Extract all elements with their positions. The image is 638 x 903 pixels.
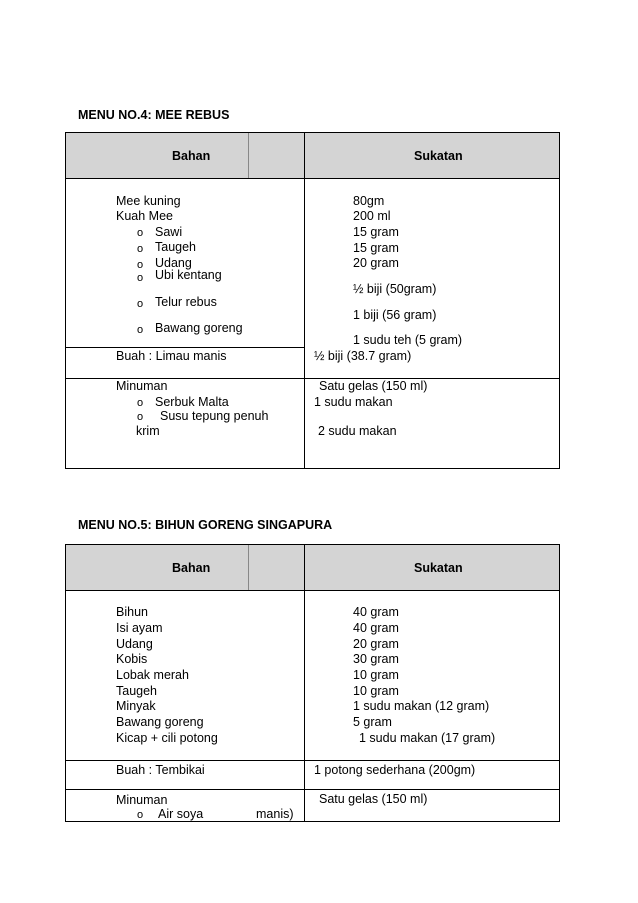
menu5-item-name: Udang [116, 637, 153, 651]
row-divider [66, 760, 559, 761]
column-divider [304, 545, 305, 821]
menu4-minuman-item-qty: 1 sudu makan [314, 395, 393, 409]
menu5-item-name: Kobis [116, 652, 148, 666]
menu4-item-qty: ½ biji (50gram) [353, 282, 437, 296]
menu5-header-sukatan: Sukatan [414, 561, 463, 575]
menu5-item-name: Bihun [116, 605, 148, 619]
menu4-item-qty: 15 gram [353, 241, 399, 255]
bullet-icon: o [137, 324, 144, 336]
menu4-item-name: Mee kuning [116, 194, 181, 208]
menu4-header-sukatan: Sukatan [414, 149, 463, 163]
menu4-minuman-qty: Satu gelas (150 ml) [319, 379, 428, 393]
menu5-item-qty: 40 gram [353, 605, 399, 619]
menu4-header-bahan: Bahan [172, 149, 211, 163]
menu5-item-name: Kicap + cili potong [116, 731, 218, 745]
row-divider [66, 789, 559, 790]
menu4-minuman-item-name: Serbuk Malta [155, 395, 229, 409]
menu4-item-qty: 200 ml [353, 209, 391, 223]
menu4-item-name: Ubi kentang [155, 268, 222, 282]
menu5-item-qty: 1 sudu makan (17 gram) [359, 731, 496, 745]
menu5-header-bahan: Bahan [172, 561, 211, 575]
menu4-item-qty: 1 sudu teh (5 gram) [353, 333, 463, 347]
menu4-item-name: Kuah Mee [116, 209, 173, 223]
menu4-item-qty: 1 biji (56 gram) [353, 308, 437, 322]
menu5-item-qty: 10 gram [353, 668, 399, 682]
menu5-minuman-qty: Satu gelas (150 ml) [319, 792, 428, 806]
menu5-item-name: Minyak [116, 699, 156, 713]
menu4-item-qty: 80gm [353, 194, 385, 208]
menu4-buah-name: Buah : Limau manis [116, 349, 227, 363]
menu4-minuman-item-qty: 2 sudu makan [318, 424, 397, 438]
menu4-item-name: Udang [155, 256, 192, 270]
menu4-item-name: Telur rebus [155, 295, 217, 309]
bullet-icon: o [137, 227, 144, 239]
header-divider [248, 133, 249, 178]
menu5-table [65, 544, 560, 822]
menu5-item-qty: 40 gram [353, 621, 399, 635]
menu5-title: MENU NO.5: BIHUN GORENG SINGAPURA [78, 518, 333, 532]
menu5-item-name: Lobak merah [116, 668, 189, 682]
menu5-buah-name: Buah : Tembikai [116, 763, 205, 777]
bullet-icon: o [137, 272, 144, 284]
menu5-table-header [66, 545, 559, 591]
bullet-icon: o [137, 243, 144, 255]
menu5-item-name: Isi ayam [116, 621, 163, 635]
menu4-title: MENU NO.4: MEE REBUS [78, 108, 230, 122]
menu4-item-name: Sawi [155, 225, 183, 239]
column-divider [304, 133, 305, 468]
menu4-item-name: Taugeh [155, 240, 197, 254]
menu5-minuman-item-name: Air soya [158, 807, 204, 821]
menu4-item-qty: 20 gram [353, 256, 399, 270]
menu5-item-qty: 10 gram [353, 684, 399, 698]
menu4-minuman-item-name: Susu tepung penuh [160, 409, 269, 423]
bullet-icon: o [137, 259, 144, 271]
menu5-item-qty: 1 sudu makan (12 gram) [353, 699, 490, 713]
menu4-buah-qty: ½ biji (38.7 gram) [314, 349, 412, 363]
bullet-icon: o [137, 298, 144, 310]
bullet-icon: o [137, 397, 144, 409]
menu5-minuman-label: Minuman [116, 793, 168, 807]
menu5-item-name: Taugeh [116, 684, 158, 698]
bullet-icon: o [137, 809, 144, 821]
menu5-item-qty: 30 gram [353, 652, 399, 666]
bullet-icon: o [137, 411, 144, 423]
menu4-minuman-label: Minuman [116, 379, 168, 393]
menu4-item-name: Bawang goreng [155, 321, 243, 335]
menu4-table-header [66, 133, 559, 179]
menu5-minuman-item-extra: manis) [256, 807, 294, 821]
header-divider [248, 545, 249, 590]
menu5-buah-qty: 1 potong sederhana (200gm) [314, 763, 476, 777]
menu5-item-name: Bawang goreng [116, 715, 204, 729]
menu4-minuman-item-name-cont: krim [136, 424, 160, 438]
menu5-item-qty: 5 gram [353, 715, 392, 729]
menu4-item-qty: 15 gram [353, 225, 399, 239]
row-divider [66, 347, 304, 348]
menu5-item-qty: 20 gram [353, 637, 399, 651]
